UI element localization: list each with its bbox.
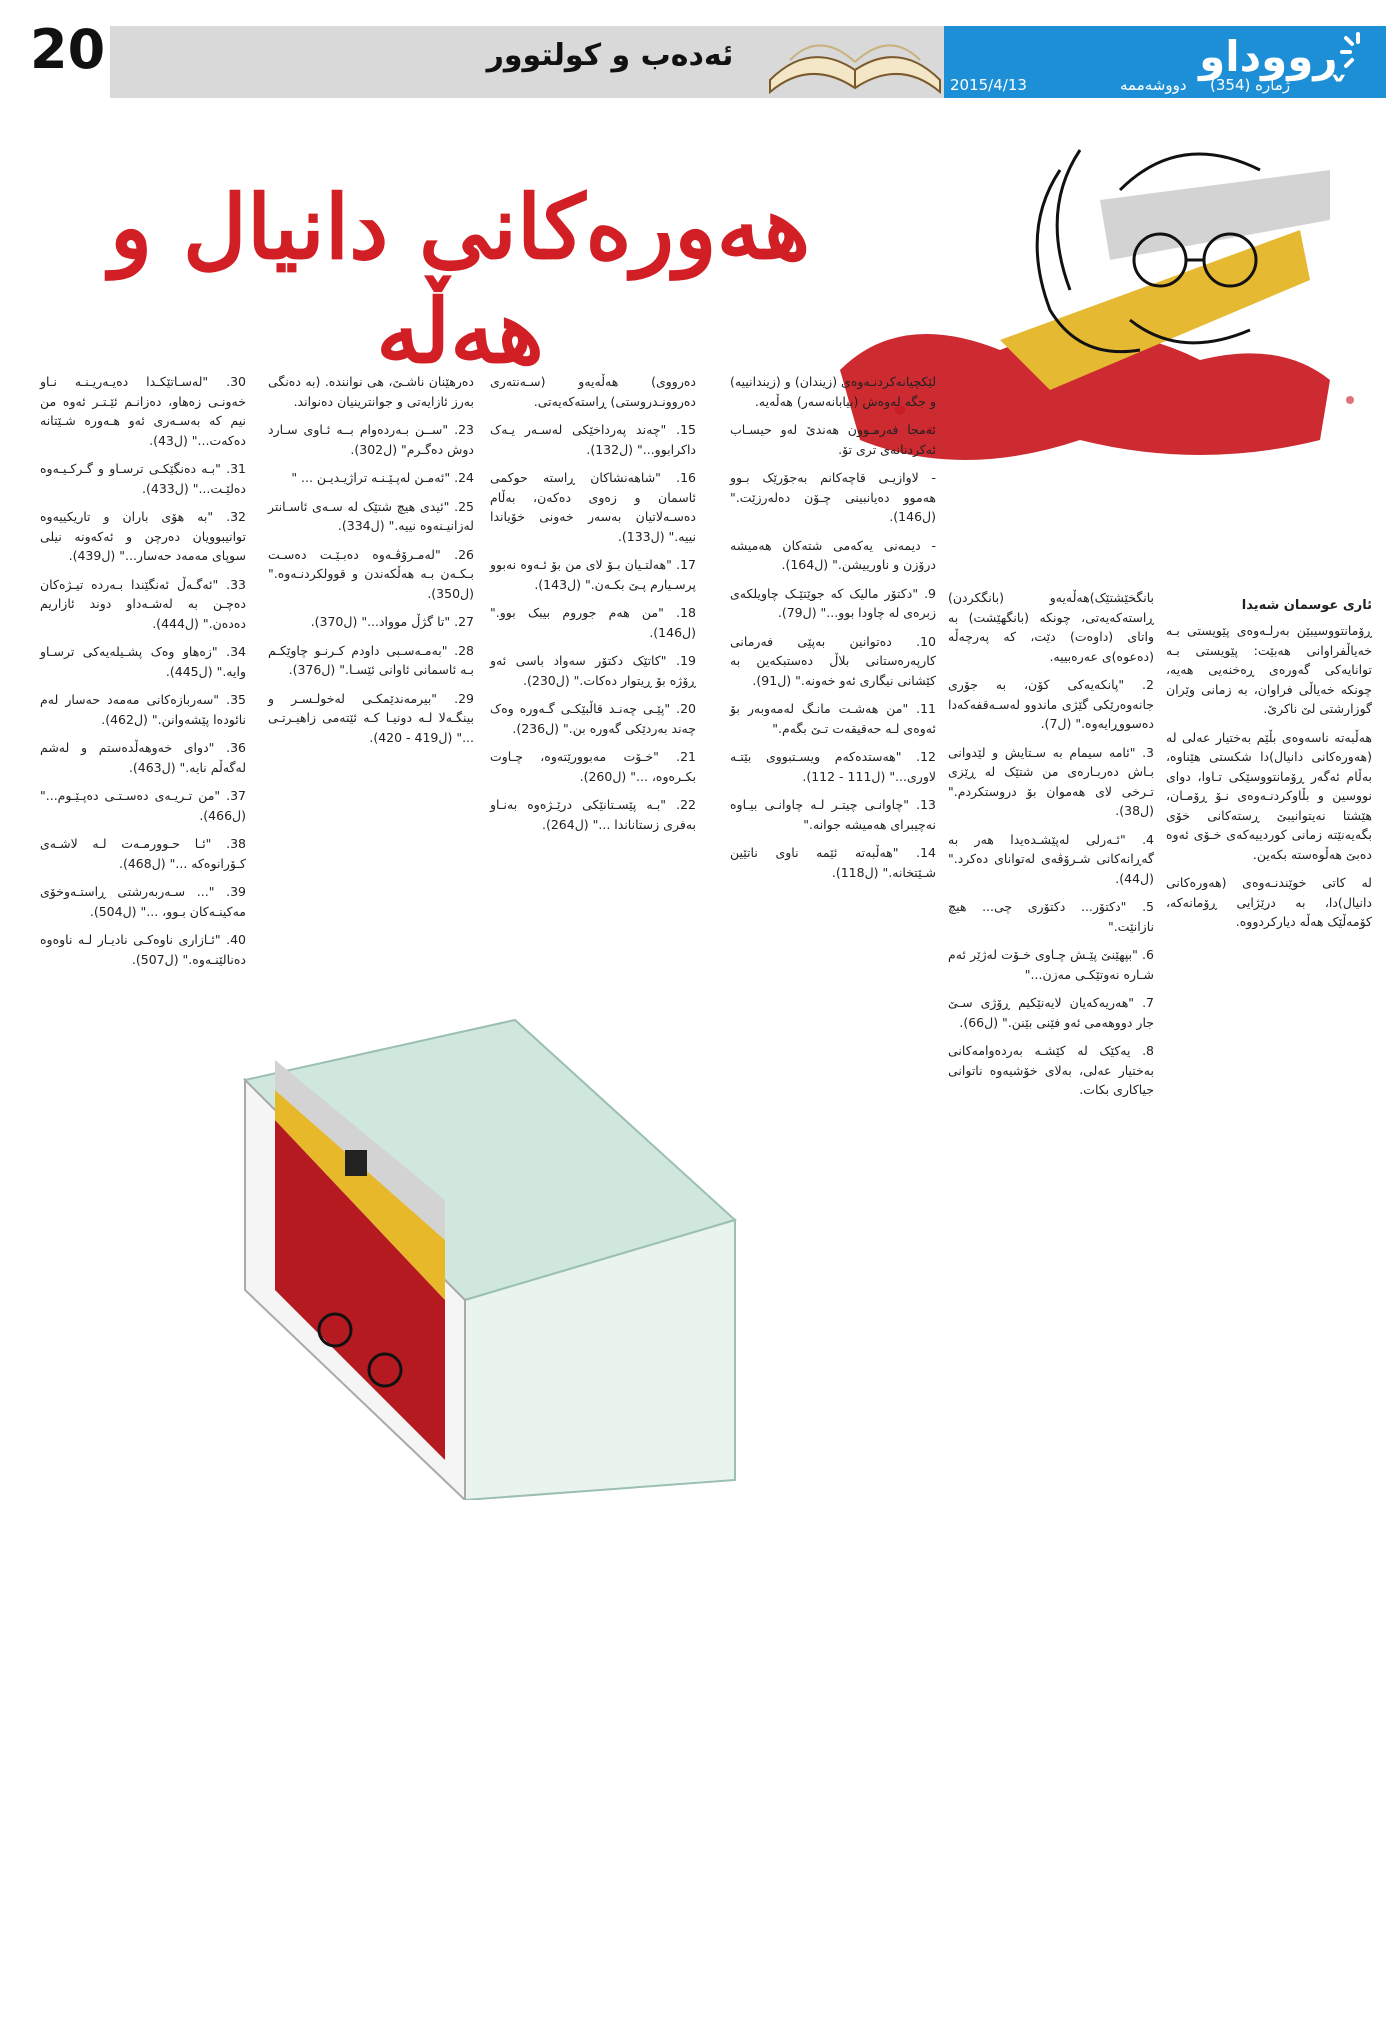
author-byline: ئاری عوسمان شەیدا bbox=[1241, 598, 1372, 613]
paragraph: 7. "هەریەکەیان لایەنێکیم ڕۆژی سـێ جار دووهەمی ئەو فێنی بێنن." (ل66). bbox=[948, 995, 1154, 1030]
paragraph: 17. "هەلتـیان بـۆ لای من بۆ ئـەوە نەبوو پرسـیارم پـێ بکـەن." (ل143). bbox=[490, 557, 696, 592]
paragraph: 19. "کاتێک دکتۆر سەواد باسی ئەو ڕۆژە بۆ ڕیتوار دەکات." (ل230). bbox=[490, 653, 696, 688]
paragraph: 37. "من تـریـەی دەسـتـی دەپـێـوم..." (ل466). bbox=[40, 788, 246, 823]
paragraph: 9. "دکتۆر مالیک کە جوێتێـک چاویلکەی زبرەی لە چاودا بوو..." (ل79). bbox=[730, 585, 936, 620]
paragraph: 12. "هەستدەکەم ویسـتبووی بێتـە لاوری..." (ل111 - 112). bbox=[730, 749, 936, 784]
book-cover-image bbox=[215, 1000, 755, 1500]
page-number: 20 bbox=[30, 18, 106, 81]
paragraph: 26. "لەمـرۆڤـەوە دەبـێـت دەسـت بـکـەن بـە هەڵکەندن و قوولکردنـەوە." (ل350). bbox=[268, 546, 474, 601]
page-header bbox=[0, 0, 1386, 108]
paragraph: - دیمەنی یەکەمی شتەکان هەمیشە درۆزن و ناورییشن." (ل164). bbox=[730, 537, 936, 572]
logo-sun-icon bbox=[1336, 30, 1380, 74]
paragraph: - لاوازیـی قاچەکانم بەجۆرێک بـوو هەموو دەیانبینی چـۆن دەلەرزێت." (ل146). bbox=[730, 470, 936, 524]
paragraph: 4. "ئـەرلی لەپێشـدەیدا هەر بە گەڕانەکانی شـرۆڤەی لەتوانای دەکرد." (ل44). bbox=[948, 831, 1154, 886]
brand-logo: ڕووداو bbox=[1199, 32, 1342, 81]
paragraph: ئەمجا فەرمـوون هەندێ لەو حیسـاب ئەکردنانەی تری تۆ. bbox=[730, 422, 936, 457]
paragraph: 18. "من هەم جوروم بیبک بوو." (ل146). bbox=[490, 605, 696, 640]
paragraph: دەرهێنان ناشـێ، هی نوانندە. (بە دەنگی بەرز ئازایەتی و جوانترینیان دەنواند. bbox=[268, 374, 474, 409]
paragraph: 29. "بیرمەندێمکـی لەخولـسـر و بینگـەلا لـە دونیـا کـە ئێتەمی زاهیـرتـی ..." (ل419 - 420). bbox=[268, 690, 474, 745]
issue-day: دووشەممە bbox=[1120, 76, 1187, 94]
issue-date: 2015/4/13 bbox=[950, 76, 1027, 94]
paragraph: 32. "بە هۆی باران و تاریکییەوە توانیبوویان دەرچن و ئەکەونە نیلی سوپای مەمەد حەسار..." (ل439). bbox=[40, 509, 246, 563]
paragraph: 21. "خـۆت مەبوورێتەوە، چـاوت بکـرەوە، ..." (ل260). bbox=[490, 749, 696, 784]
paragraph: 30. "لەسـاتێکـدا دەیـەریـنـە نـاو خەونـی زەهاو، دەزانـم ئێـتـر ئەوە من نیم کە بەسـەری ئەو هـەورە شـێتانە دەکەت..." (ل43). bbox=[40, 374, 246, 448]
paragraph: 35. "سەربازەکانی مەمەد حەسار لەم نائودەا پێشەوانن." (ل462). bbox=[40, 692, 246, 727]
paragraph: 10. دەتوانین بەپێی فەرمانی کارپەرەستانی بلاڵ دەستبکەین بە کێشانی نیگاری ئەو خەونە." (ل91). bbox=[730, 633, 936, 688]
paragraph: 14. "هەڵبەتە ئێمە ناوی ناتێین شـێتخانە." (ل118). bbox=[730, 845, 936, 880]
section-title: ئەدەب و کولتوور bbox=[486, 38, 734, 73]
paragraph: دەرووی) هەڵەیەو (سـەنتەری دەروونـدروستی) ڕاستەکەیەتی. bbox=[490, 374, 696, 409]
article-column-2 bbox=[948, 588, 1154, 1109]
paragraph: 24. "ئەمـن لەپـێـنـە تراژیـدیـن ... " bbox=[291, 470, 474, 485]
paragraph: 6. "بپهێنێ پێـش چـاوی خـۆت لەژێر ئەم شـارە نەوتێکـی مەزن..." bbox=[948, 947, 1154, 982]
paragraph: هەڵبەتە ناسەوەی بڵێم بەختیار عەلی لە (هەورەکانی دانیال)دا شکستی هێناوە، بەڵام ئەگەر ڕۆمانتووسێکی تـاوا، دوای نووسین و بڵاوکردنـەوەی نـۆ ڕۆمـان، هێشتا نەیتوانیبێ ڕستەکانی خۆی بگەیەنێتە زمانی کوردییەکەی خـۆی ئەوە دەبێ هەڵوەستە بکەین. bbox=[1166, 729, 1372, 862]
paragraph: 16. "شاهەنشاکان ڕاستە حوکمی ئاسمان و زەوی دەکەن، بەڵام دەسـەلاتیان بەسەر خەونی خۆیاندا نییە." (ل133). bbox=[490, 470, 696, 544]
paragraph: 28. "بەمـەسـبی داودم کـرنـو چاوێکـم بـە ئاسمانی ئاوانی ئێسـا." (ل376). bbox=[268, 642, 474, 677]
article-column-4 bbox=[490, 372, 696, 843]
article-column-3 bbox=[730, 372, 936, 891]
article-column-6 bbox=[40, 372, 246, 978]
paragraph: 25. "ئیدی هیچ شتێک لە سـەی ئاسـانتر لەزانیـنەوە نییە." (ل334). bbox=[268, 498, 474, 533]
paragraph: لە کاتی خوێندنـەوەی (هەورەکانی دانیال)دا، بە درێژایی ڕۆمانەکە، کۆمەڵێک هەڵە دیارکردووە. bbox=[1166, 875, 1372, 929]
paragraph: بانگخێشتێک)هەڵەیەو (بانگکردن) ڕاستەکەیەتی، چونکە (بانگهێشت) بە واتای (داوەت) دێت، کە پەرچەڵە (دەعوە)ی عەرەبییە. bbox=[948, 590, 1154, 664]
issue-number: ژمارە (354) bbox=[1210, 76, 1291, 94]
paragraph: لێکچیانەکردنـەوەی (زیندان) و (زیندانییە) و جگە لەوەش (بیابانەسەر) هەڵەیە. bbox=[730, 374, 936, 409]
paragraph: 5. "دکتۆر... دکتۆری چی... هیچ نازانێت." bbox=[948, 899, 1154, 934]
paragraph: 36. "دوای خەوهەڵدەستم و لەشم لەگەڵم نایە." (ل463). bbox=[40, 740, 246, 775]
paragraph: 23. "ســن بـەردەوام بــە ئـاوی سـارد دوش دەگـرم" (ل302). bbox=[268, 422, 474, 457]
article-title: هەورەکانی دانیال و هەڵە bbox=[109, 175, 811, 383]
paragraph: ڕۆمانتووسیبێن بەرلـەوەی پێویستی بـە خەیاڵفراوانی هەبێت: پێویستی بـە توانایەکی گەورەی ڕەخنەیی هەیە، چونکە خەیاڵی فراوان، بە زمانی وێران گوزارشتی لێ ناکرێ. bbox=[1166, 623, 1372, 716]
paragraph: 2. "پانکەیەکی کۆن، بە جۆری جانەوەرێکی گێژی ماندوو لەسـەقفەکەدا دەسووڕایەوە." (ل7). bbox=[948, 677, 1154, 731]
paragraph: 40. "ئـازاری ناوەکـی نادیـار لـە ناوەوە دەنالێنـەوە." (ل507). bbox=[40, 932, 246, 967]
paragraph: 8. یەکێک لە کێشـە بەردەوامەکانی بەختیار عەلی، بەلای خۆشیەوە ناتوانی جیاکاری بکات. bbox=[948, 1043, 1154, 1097]
paragraph: 34. "زەهاو وەک پشـیلەیەکی ترسـاو وایە." (ل445). bbox=[40, 644, 246, 679]
paragraph: 13. "چاوانـی چیتـر لـە چاوانـی بیـاوە نەچیبرای هەمیشە جوانە." bbox=[730, 797, 936, 832]
paragraph: 22. "بـە پێسـتانێکی درێـژەوە بەنـاو بەفری زستاناندا ..." (ل264). bbox=[490, 797, 696, 832]
paragraph: 39. "... سـەربەرشتی ڕاستـەوخۆی مەکینـەکان بـوو، ..." (ل504). bbox=[40, 884, 246, 919]
article-column-5 bbox=[268, 372, 474, 756]
paragraph: 33. "ئەگـەڵ ئەنگێندا بـەردە تیـژەکان دەچـن بە لەشـەداو دوند ئازاریم دەدەن." (ل444). bbox=[40, 576, 246, 631]
open-book-icon bbox=[760, 0, 950, 100]
paragraph: 20. "پێـی چەنـد قاڵبێکـی گـەورە وەک چەند بەردێکی گەورە بن." (ل236). bbox=[490, 701, 696, 736]
paragraph: 27. "تا گژڵ موواد..." (ل370). bbox=[310, 614, 474, 629]
paragraph: 11. "من هەشـت مانـگ لەمەوبەر بۆ ئەوەی لـە حەقیقەت تـێ بگەم." bbox=[730, 701, 936, 736]
paragraph: 38. "ئـا حـوورمـەت لـە لاشـەی کـۆرانوەکە ..." (ل468). bbox=[40, 836, 246, 871]
paragraph: 31. "بـە دەنگێکـی ترسـاو و گـرکـیـەوە دەلێـت..." (ل433). bbox=[40, 461, 246, 496]
article-column-1 bbox=[1166, 598, 1372, 941]
paragraph: 3. "ئامە سیمام بە سـتایش و لێدوانی بـاش دەربـارەی من شتێک لە ڕێزی تـرخی لای هەموان بۆ دروستکردم." (ل38). bbox=[948, 744, 1154, 818]
paragraph: 15. "چەند پەرداخێکی لەسـەر یـەک داکرابوو..." (ل132). bbox=[490, 422, 696, 457]
